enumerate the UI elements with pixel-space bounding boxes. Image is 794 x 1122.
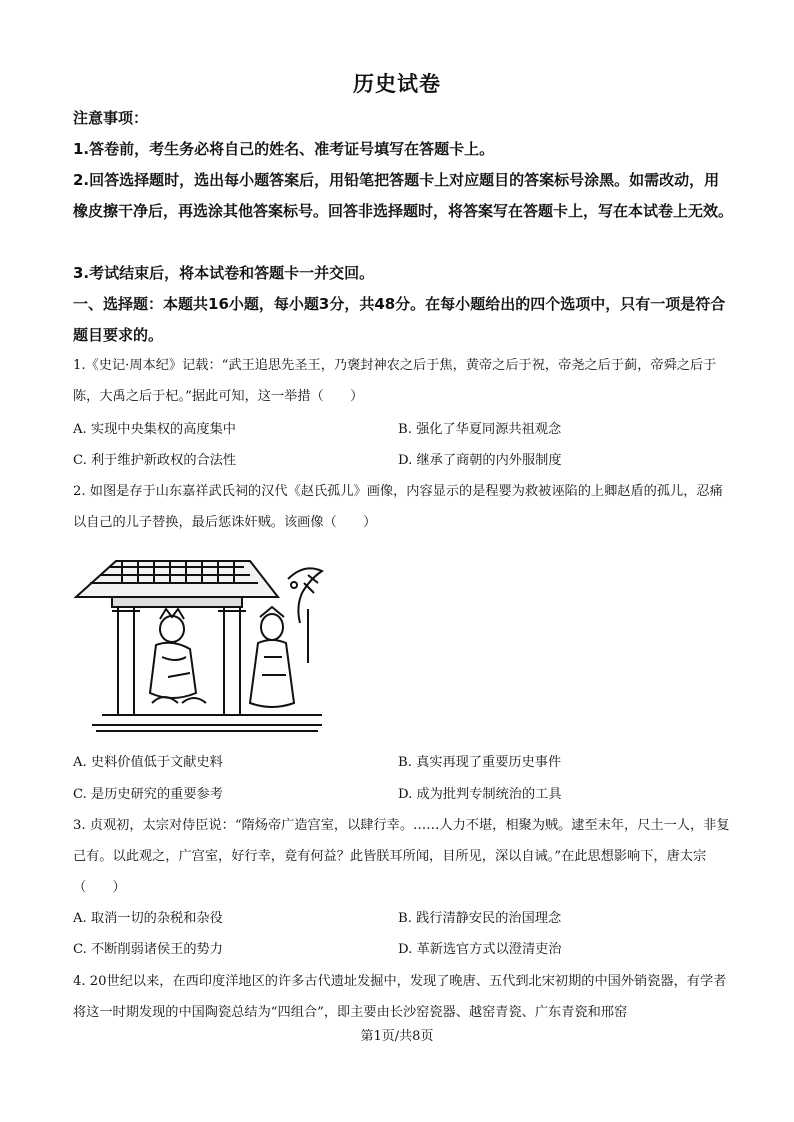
question-1-option-a: A. 实现中央集权的高度集中 bbox=[73, 422, 236, 437]
notice-heading: 注意事项： bbox=[73, 109, 149, 127]
question-1-option-d: D. 继承了商朝的内外服制度 bbox=[398, 453, 562, 468]
notice-item-3: 3.考试结束后，将本试卷和答题卡一并交回。 bbox=[73, 264, 375, 282]
question-3-option-b: B. 践行清静安民的治国理念 bbox=[398, 911, 562, 926]
question-1-stem: 1.《史记·周本纪》记载：“武王追思先圣王，乃褒封神农之后于焦，黄帝之后于祝，帝尧之后于蓟，帝舜之后于陈，大禹之后于杞。”据此可知，这一举措（ ） bbox=[73, 358, 717, 404]
notice-item-1: 1.答卷前，考生务必将自己的姓名、准考证号填写在答题卡上。 bbox=[73, 140, 495, 158]
notice-item-2: 2.回答选择题时，选出每小题答案后，用铅笔把答题卡上对应题目的答案标号涂黑。如需改动，用橡皮擦干净后，再选涂其他答案标号。回答非选择题时，将答案写在答题卡上，写在本试卷上无效。 bbox=[73, 171, 734, 220]
han-stone-relief-image bbox=[72, 553, 334, 739]
question-1-option-b: B. 强化了华夏同源共祖观念 bbox=[398, 422, 562, 437]
question-3-option-a: A. 取消一切的杂税和杂役 bbox=[73, 911, 223, 926]
question-2-option-d: D. 成为批判专制统治的工具 bbox=[398, 787, 562, 802]
page-footer: 第1页/共8页 bbox=[360, 1029, 434, 1044]
question-2-option-a: A. 史料价值低于文献史料 bbox=[73, 755, 223, 770]
question-2-option-b: B. 真实再现了重要历史事件 bbox=[398, 755, 562, 770]
question-4-stem: 4. 20世纪以来，在西印度洋地区的许多古代遗址发掘中，发现了晚唐、五代到北宋初期的中国外销瓷器，有学者将这一时期发现的中国陶瓷总结为“四组合”，即主要由长沙窑瓷器、越窑青瓷、广东青瓷和邢窑 bbox=[73, 974, 727, 1020]
page-title: 历史试卷 bbox=[353, 72, 441, 96]
question-3-option-c: C. 不断削弱诸侯王的势力 bbox=[73, 942, 223, 957]
question-2-stem: 2. 如图是存于山东嘉祥武氏祠的汉代《赵氏孤儿》画像，内容显示的是程婴为救被诬陷的上卿赵盾的孤儿，忍痛以自己的儿子替换，最后惩诛奸贼。该画像（ ） bbox=[73, 484, 723, 530]
question-3-option-d: D. 革新选官方式以澄清吏治 bbox=[398, 942, 562, 957]
question-1-option-c: C. 利于维护新政权的合法性 bbox=[73, 453, 237, 468]
section-heading: 一、选择题：本题共16小题，每小题3分，共48分。在每小题给出的四个选项中，只有一项是符合题目要求的。 bbox=[73, 295, 726, 344]
question-3-stem: 3. 贞观初，太宗对侍臣说：“隋炀帝广造宫室，以肆行幸。……人力不堪，相聚为贼。逮至末年，尺土一人，非复己有。以此观之，广宫室，好行幸，竟有何益？此皆朕耳所闻，目所见，深以自诫。”在此思想影响下，唐太宗（ ） bbox=[73, 818, 730, 895]
question-2-option-c: C. 是历史研究的重要参考 bbox=[73, 787, 223, 802]
